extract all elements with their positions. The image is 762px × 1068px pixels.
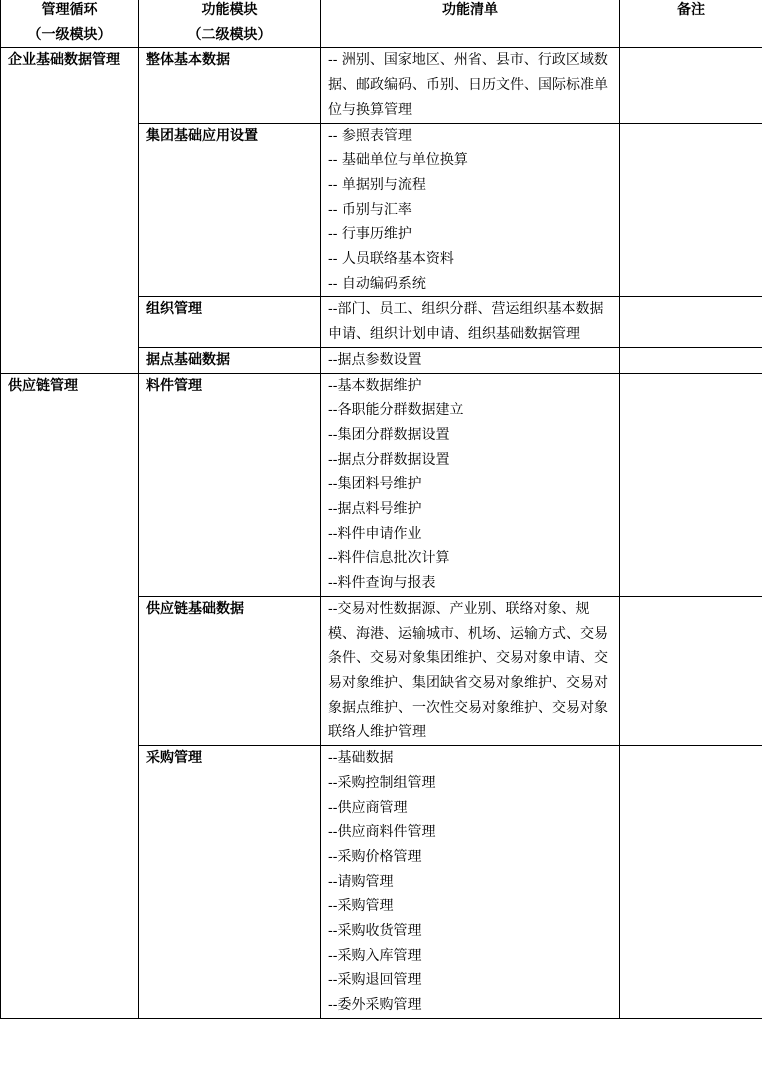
feature-item: --各职能分群数据建立 — [328, 402, 464, 419]
table-header-row — [1, 0, 762, 48]
remarks-cell — [620, 123, 762, 297]
feature-item: --采购管理 — [328, 898, 394, 915]
header-col2-line1: 功能模块 — [201, 2, 258, 18]
feature-text: --交易对性数据源、产业别、联络对象、规模、海港、运输城市、机场、运输方式、交易条件、交易对象集团维护、交易对象申请、交易对象维护、集团缺省交易对象维护、交易对象据点维护、一次性交易对象维护、交易对象联络人维护管理 — [328, 600, 608, 741]
feature-list-cell — [321, 373, 620, 596]
feature-list-cell — [321, 596, 620, 745]
remarks-cell — [620, 297, 762, 347]
feature-text: -- 洲别、国家地区、州省、县市、行政区域数据、邮政编码、币别、日历文件、国际标准单位与换算管理 — [328, 52, 608, 118]
level2-module-cell: 采购管理 — [139, 746, 321, 1019]
feature-item: --委外采购管理 — [328, 997, 422, 1014]
remarks-cell — [620, 746, 762, 1019]
feature-item: --采购收货管理 — [328, 923, 422, 940]
remarks-cell — [620, 48, 762, 123]
header-col1-line2: （一级模块） — [27, 26, 112, 43]
feature-item: -- 行事历维护 — [328, 226, 412, 243]
feature-item: --料件查询与报表 — [328, 575, 436, 592]
header-function-list — [321, 0, 620, 48]
level2-module-cell: 组织管理 — [139, 297, 321, 347]
feature-item: --基本数据维护 — [328, 377, 422, 394]
level2-module-cell: 料件管理 — [139, 373, 321, 596]
remarks-cell — [620, 373, 762, 596]
feature-item: --供应商管理 — [328, 799, 408, 816]
header-col1-line1: 管理循环 — [41, 2, 98, 18]
feature-list-cell — [321, 746, 620, 1019]
remarks-cell — [620, 596, 762, 745]
feature-item: --集团分群数据设置 — [328, 426, 450, 443]
level2-module-cell: 整体基本数据 — [139, 48, 321, 123]
level2-module-cell: 据点基础数据 — [139, 347, 321, 373]
feature-text: --部门、员工、组织分群、营运组织基本数据申请、组织计划申请、组织基础数据管理 — [328, 301, 604, 343]
feature-item: -- 币别与汇率 — [328, 201, 412, 218]
feature-text: --据点参数设置 — [328, 351, 422, 368]
header-remarks — [620, 0, 762, 48]
feature-item: -- 人员联络基本资料 — [328, 251, 454, 268]
table-row — [1, 373, 762, 596]
level1-module-cell: 企业基础数据管理 — [1, 48, 139, 373]
feature-list-cell — [321, 123, 620, 297]
table-row — [1, 48, 762, 123]
remarks-cell — [620, 347, 762, 373]
feature-item: --采购退回管理 — [328, 972, 422, 989]
feature-list-cell — [321, 297, 620, 347]
feature-item: --请购管理 — [328, 873, 394, 890]
feature-item: --料件申请作业 — [328, 525, 422, 542]
feature-item: --据点分群数据设置 — [328, 451, 450, 468]
level2-module-cell: 集团基础应用设置 — [139, 123, 321, 297]
feature-item: -- 基础单位与单位换算 — [328, 152, 468, 169]
feature-item: --采购控制组管理 — [328, 774, 436, 791]
header-management-cycle — [1, 0, 139, 48]
feature-item: -- 自动编码系统 — [328, 275, 426, 292]
feature-item: --集团料号维护 — [328, 476, 422, 493]
header-col4: 备注 — [677, 2, 705, 18]
feature-item: --据点料号维护 — [328, 501, 422, 518]
level2-module-cell: 供应链基础数据 — [139, 596, 321, 745]
header-col3: 功能清单 — [442, 2, 498, 18]
level1-module-cell: 供应链管理 — [1, 373, 139, 1018]
feature-item: -- 单据别与流程 — [328, 176, 426, 193]
feature-list-cell — [321, 347, 620, 373]
header-col2-line2: （二级模块） — [187, 26, 272, 43]
header-function-module — [139, 0, 321, 48]
feature-item: --料件信息批次计算 — [328, 550, 450, 567]
feature-item: --采购入库管理 — [328, 947, 422, 964]
feature-item: --采购价格管理 — [328, 848, 422, 865]
feature-item: --供应商料件管理 — [328, 824, 436, 841]
feature-item: --基础数据 — [328, 750, 394, 767]
feature-item: -- 参照表管理 — [328, 127, 412, 144]
feature-list-cell — [321, 48, 620, 123]
